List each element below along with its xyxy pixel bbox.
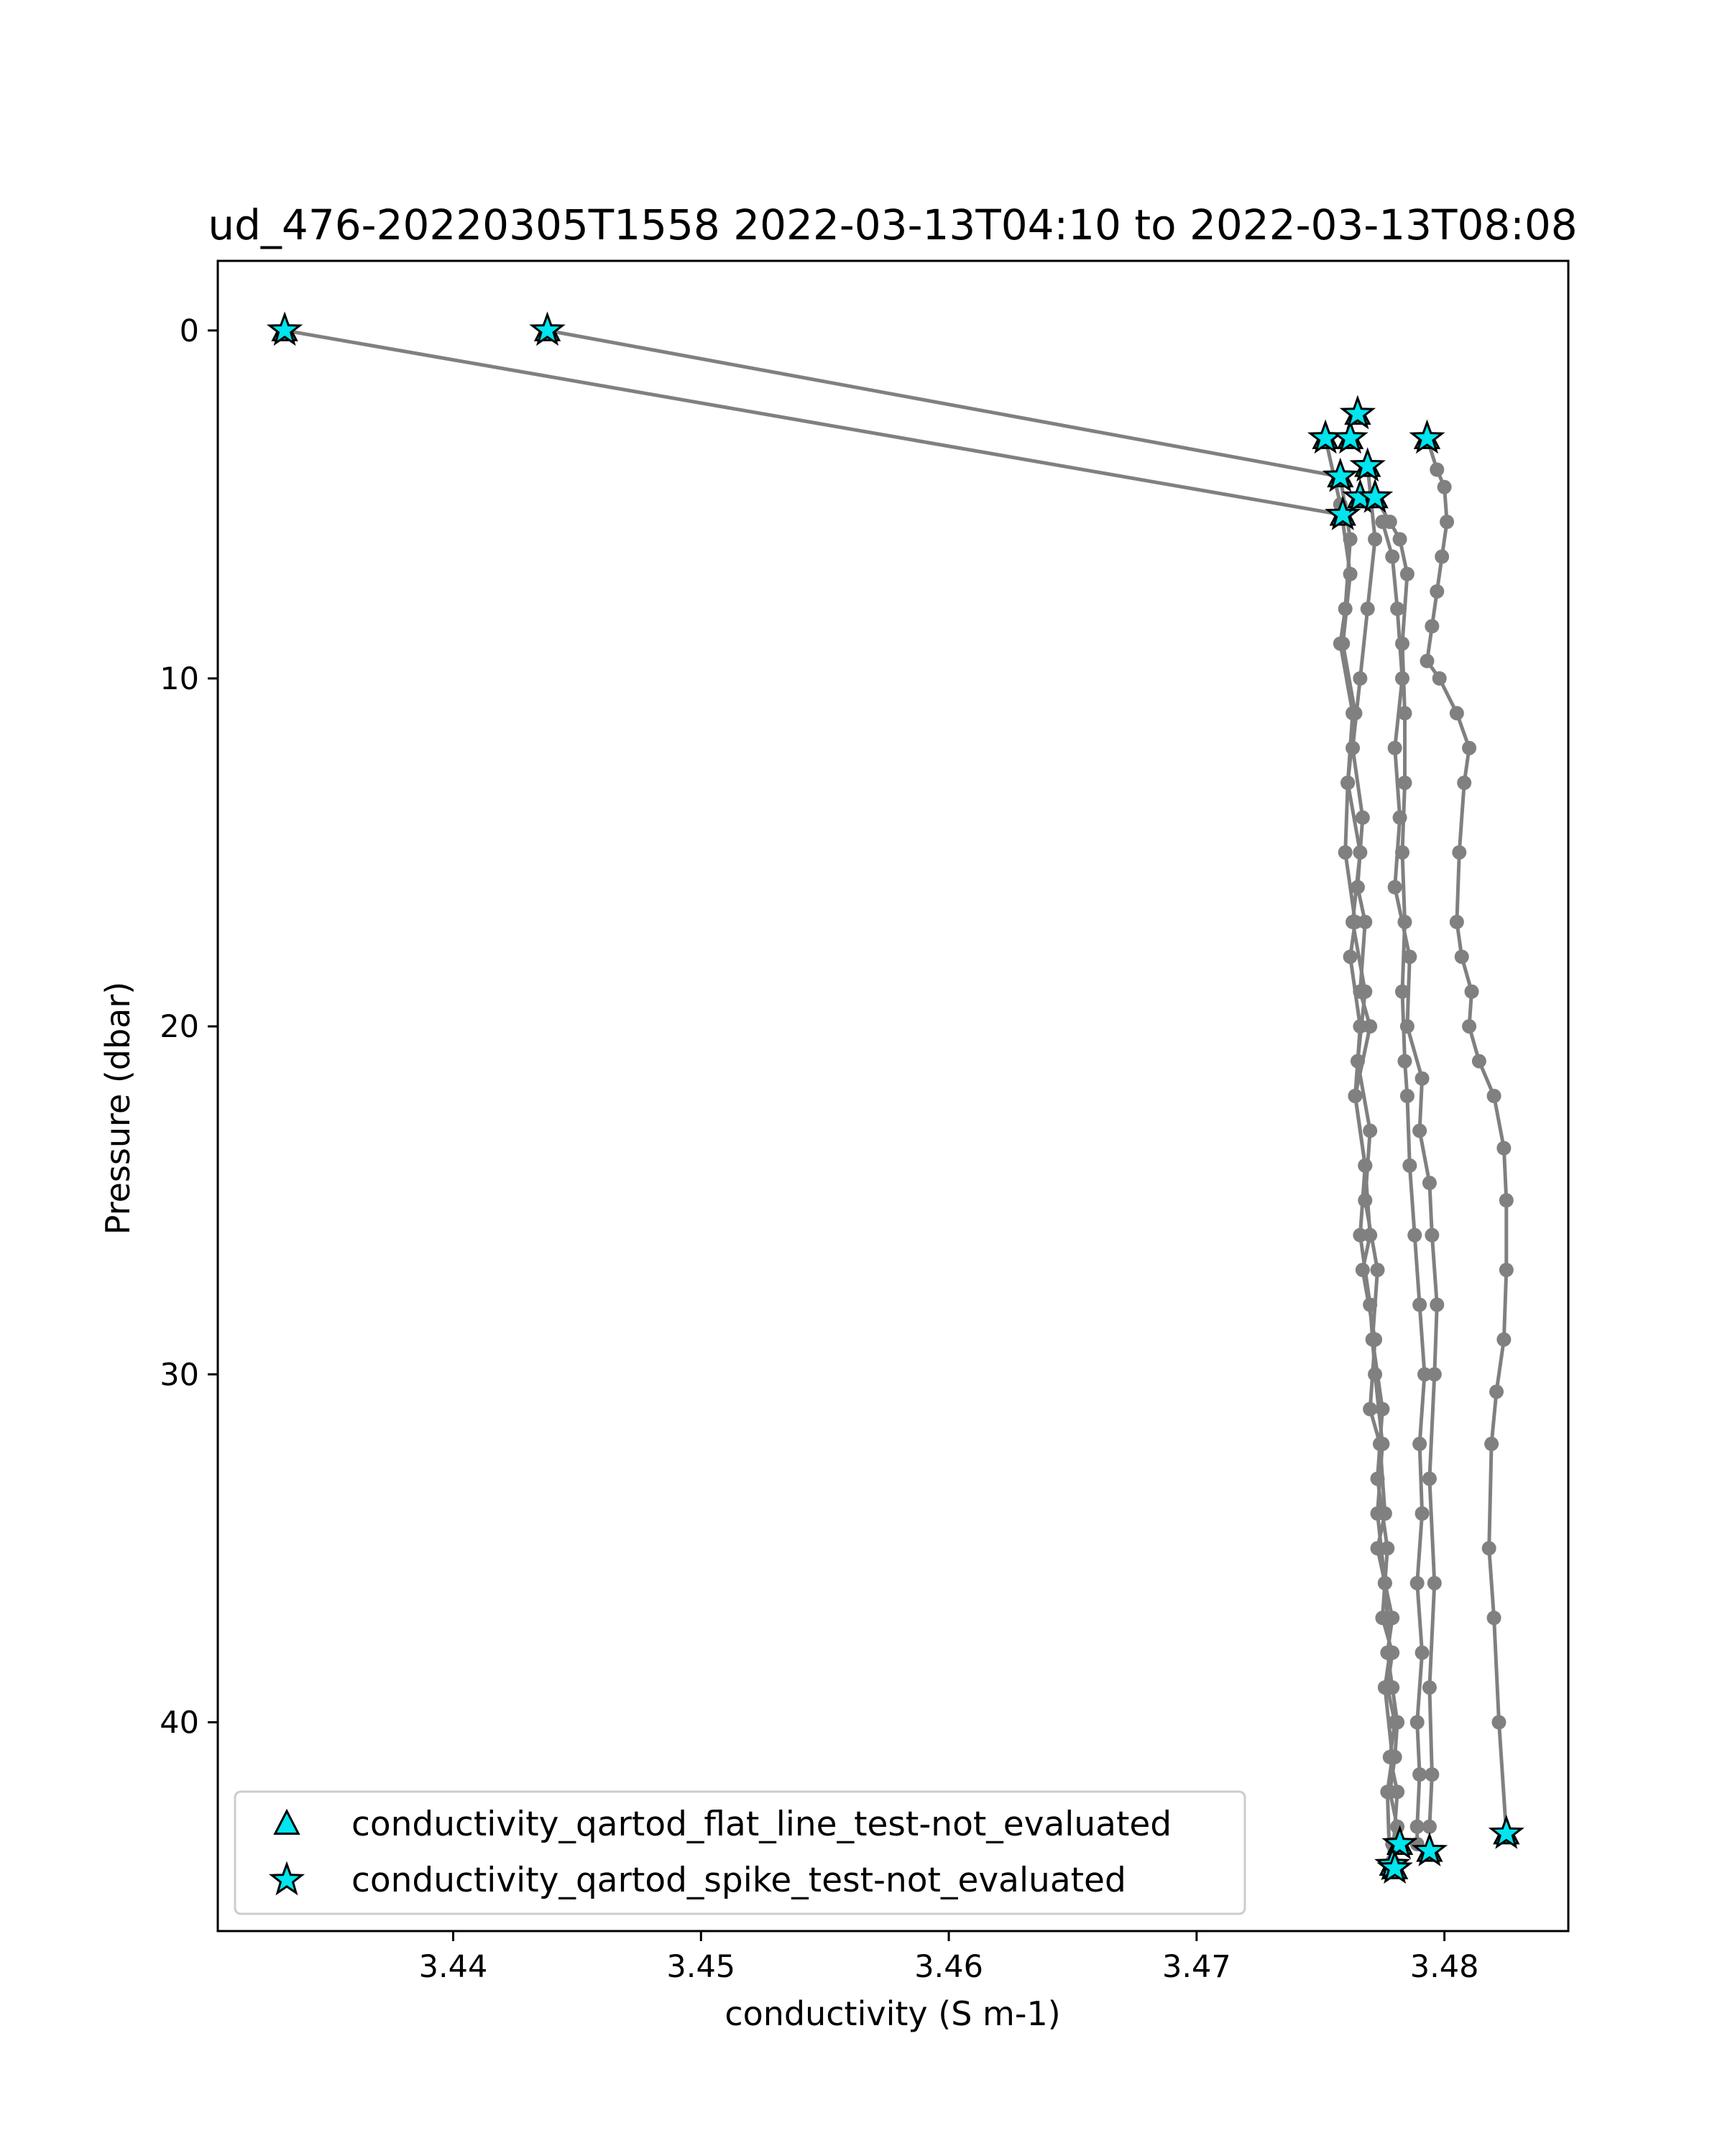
profile-point (1425, 1767, 1439, 1782)
profile-point (1484, 1437, 1499, 1451)
x-tick-label: 3.47 (1162, 1949, 1231, 1985)
profile-point (1371, 1472, 1385, 1486)
legend (235, 1792, 1245, 1914)
profile-point (1496, 1141, 1511, 1156)
profile-point (1407, 1228, 1422, 1243)
profile-point (1412, 1437, 1427, 1451)
profile-point (1410, 1576, 1425, 1590)
profile-point (1353, 845, 1367, 860)
profile-point (1432, 671, 1447, 686)
profile-point (1397, 1054, 1412, 1069)
profile-point (1430, 584, 1444, 599)
profile-point (1371, 1263, 1385, 1277)
profile-point (1482, 1541, 1496, 1555)
profile-point (1363, 1123, 1377, 1138)
profile-point (1415, 1506, 1430, 1521)
profile-point (1438, 480, 1452, 494)
profile-point (1400, 1019, 1414, 1033)
profile-point (1430, 1298, 1444, 1312)
profile-point (1388, 880, 1402, 895)
profile-point (1335, 637, 1350, 651)
profile-point (1353, 1228, 1367, 1243)
y-tick-label: 40 (160, 1705, 199, 1741)
profile-point (1462, 1019, 1476, 1033)
profile-point (1410, 1715, 1425, 1730)
profile-point (1422, 1472, 1437, 1486)
profile-point (1496, 1332, 1511, 1347)
profile-point (1412, 1767, 1427, 1782)
profile-point (1472, 1054, 1486, 1069)
profile-point (1358, 985, 1372, 999)
profile-point (1430, 463, 1444, 477)
profile-point (1491, 1715, 1506, 1730)
profile-point (1412, 1123, 1427, 1138)
profile-point (1452, 845, 1466, 860)
x-tick-label: 3.45 (666, 1949, 736, 1985)
x-tick-label: 3.44 (418, 1949, 488, 1985)
profile-point (1455, 949, 1469, 964)
profile-point (1353, 671, 1367, 686)
y-tick-label: 10 (160, 661, 199, 697)
y-tick-label: 30 (160, 1357, 199, 1393)
profile-point (1380, 1541, 1394, 1555)
x-tick-label: 3.46 (914, 1949, 983, 1985)
profile-point (1499, 1193, 1514, 1207)
profile-point (1487, 1089, 1501, 1103)
profile-point (1450, 915, 1464, 929)
profile-point (1358, 1158, 1372, 1173)
profile-point (1338, 845, 1353, 860)
profile-point (1393, 532, 1407, 546)
profile-point (1457, 775, 1471, 790)
profile-point (1348, 1089, 1362, 1103)
profile-point (1410, 1820, 1425, 1834)
profile-point (1450, 706, 1464, 720)
profile-point (1375, 1402, 1389, 1416)
profile-point (1415, 1072, 1430, 1086)
profile-point (1390, 602, 1404, 616)
profile-point (1390, 1784, 1404, 1799)
profile-point (1383, 1750, 1397, 1764)
profile-point (1348, 706, 1362, 720)
profile-point (1440, 515, 1454, 529)
profile-point (1393, 811, 1407, 825)
profile-point (1427, 1576, 1442, 1590)
legend-entry-label: conductivity_qartod_flat_line_test-not_evaluated (351, 1805, 1172, 1844)
y-tick-label: 0 (179, 313, 199, 349)
profile-point (1422, 1176, 1437, 1190)
profile-point (1375, 1611, 1389, 1625)
profile-point (1415, 1646, 1430, 1660)
y-tick-label: 20 (160, 1009, 199, 1046)
profile-point (1351, 1054, 1365, 1069)
profile-point (1366, 1332, 1380, 1347)
profile-point (1465, 985, 1479, 999)
profile-point (1412, 1298, 1427, 1312)
profile-point (1375, 515, 1389, 529)
profile-point (1400, 1089, 1414, 1103)
profile-point (1388, 741, 1402, 755)
profile-point (1388, 1715, 1402, 1730)
profile-point (1380, 1680, 1394, 1695)
profile-point (1400, 567, 1414, 581)
profile-point (1343, 949, 1358, 964)
profile-point (1361, 602, 1375, 616)
profile-point (1422, 1820, 1437, 1834)
profile-point (1425, 1228, 1439, 1243)
profile-point (1375, 1437, 1389, 1451)
profile-point (1343, 567, 1358, 581)
profile-point (1425, 619, 1439, 633)
profile-point (1435, 550, 1449, 564)
y-axis-label: Pressure (dbar) (98, 981, 137, 1235)
profile-point (1368, 532, 1382, 546)
profile-point (1363, 1402, 1377, 1416)
profile-point (1427, 1367, 1442, 1381)
profile-point (1358, 1193, 1372, 1207)
x-tick-label: 3.48 (1409, 1949, 1479, 1985)
profile-point (1462, 741, 1476, 755)
profile-point (1402, 1158, 1417, 1173)
profile-point (1395, 671, 1409, 686)
legend-entry-label: conductivity_qartod_spike_test-not_evaluated (351, 1861, 1126, 1900)
profile-point (1402, 949, 1417, 964)
profile-point (1422, 1680, 1437, 1695)
x-axis-label: conductivity (S m-1) (724, 1994, 1061, 2033)
profile-point (1489, 1385, 1504, 1399)
profile-point (1395, 637, 1409, 651)
profile-point (1487, 1611, 1501, 1625)
profile-point (1397, 775, 1412, 790)
profile-point (1385, 1646, 1399, 1660)
profile-point (1346, 915, 1360, 929)
profile-point (1385, 550, 1399, 564)
profile-point (1340, 775, 1355, 790)
profile-point (1390, 1820, 1404, 1834)
profile-point (1420, 654, 1434, 668)
profile-point (1499, 1263, 1514, 1277)
chart-title: ud_476-20220305T1558 2022-03-13T04:10 to 2022-03-13T08:08 (208, 201, 1578, 249)
profile-point (1356, 811, 1370, 825)
